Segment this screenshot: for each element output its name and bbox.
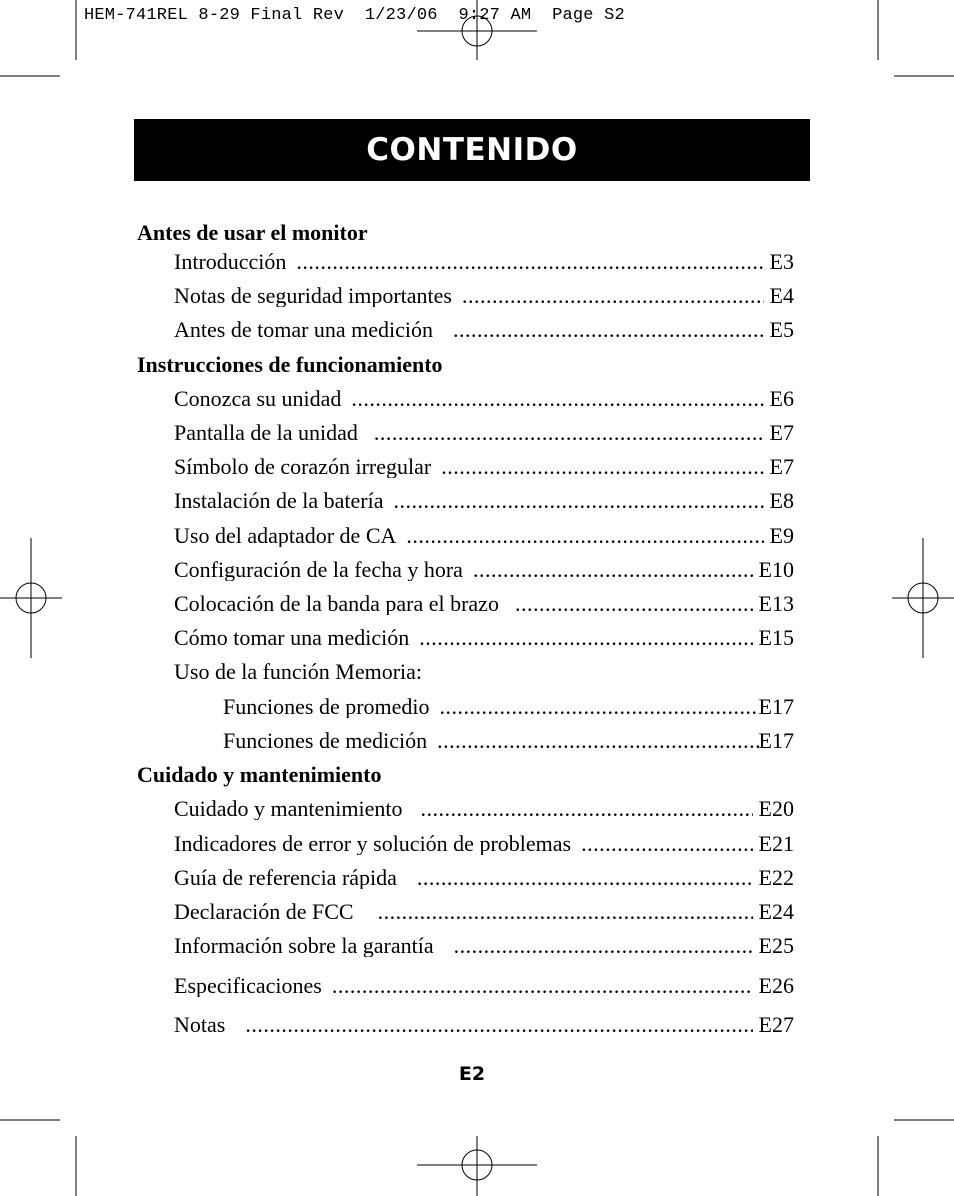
toc-entry-label: Instalación de la batería	[174, 490, 384, 512]
toc-entry-page: E4	[769, 285, 794, 307]
toc-entry[interactable]	[174, 975, 794, 997]
registration-mark-left	[0, 538, 62, 658]
dot-leader	[245, 1014, 752, 1036]
toc-entry[interactable]	[174, 867, 794, 889]
toc-entry-page: E7	[769, 422, 794, 444]
toc-entry-page: E20	[758, 798, 794, 820]
toc-entry[interactable]	[174, 593, 794, 615]
toc-entry[interactable]	[174, 422, 794, 444]
toc-entry-label: Especificaciones	[174, 975, 322, 997]
toc-entry-label: Notas de seguridad importantes	[174, 285, 452, 307]
toc-entry-label: Conozca su unidad	[174, 388, 342, 410]
toc-entry-label: Guía de referencia rápida	[174, 867, 397, 889]
dot-leader	[515, 593, 753, 615]
toc-entry-label: Configuración de la fecha y hora	[174, 559, 463, 581]
toc-entry-label: Introducción	[174, 251, 287, 273]
dot-leader	[473, 559, 753, 581]
toc-entry-label: Declaración de FCC	[174, 901, 354, 923]
toc-entry-label: Funciones de medición	[223, 730, 428, 752]
dot-leader	[374, 422, 764, 444]
dot-leader	[421, 798, 753, 820]
toc-entry[interactable]	[174, 319, 794, 341]
toc-entry[interactable]	[223, 696, 794, 718]
toc-entry-page: E25	[758, 935, 794, 957]
toc-entry-label: Notas	[174, 1014, 226, 1036]
section-heading: Cuidado y mantenimiento	[137, 762, 382, 787]
dot-leader	[462, 285, 764, 307]
toc-subheading	[174, 661, 794, 683]
dot-leader	[417, 867, 753, 889]
dot-leader	[419, 627, 752, 649]
toc-entry-page: E17	[758, 696, 794, 718]
toc-entry-page: E26	[758, 975, 794, 997]
dot-leader	[437, 730, 758, 752]
toc-entry-page: E21	[758, 833, 794, 855]
dot-leader	[440, 696, 759, 718]
toc-entry-label: Funciones de promedio	[223, 696, 430, 718]
registration-mark-right	[892, 538, 954, 658]
toc-entry-page: E15	[758, 627, 794, 649]
toc-entry-page: E27	[758, 1014, 794, 1036]
toc-entry-label: Cuidado y mantenimiento	[174, 798, 403, 820]
toc-entry[interactable]	[174, 559, 794, 581]
toc-entry[interactable]	[174, 833, 794, 855]
toc-entry[interactable]	[174, 525, 794, 547]
section-heading: Antes de usar el monitor	[137, 220, 368, 245]
toc-entry[interactable]	[174, 490, 794, 512]
toc-entry[interactable]	[174, 935, 794, 957]
toc-entry-page: E24	[758, 901, 794, 923]
dot-leader	[394, 490, 764, 512]
dot-leader	[351, 388, 763, 410]
dot-leader	[296, 251, 763, 273]
toc-entry-label: Antes de tomar una medición	[174, 319, 434, 341]
section-heading: Instrucciones de funcionamiento	[137, 352, 443, 377]
toc-entry-page: E10	[758, 559, 794, 581]
toc-entry-label: Información sobre la garantía	[174, 935, 434, 957]
toc-entry[interactable]	[174, 798, 794, 820]
toc-entry-page: E9	[769, 525, 794, 547]
title-bar	[134, 119, 810, 181]
page-number: E2	[458, 1063, 486, 1085]
toc-entry-page: E13	[758, 593, 794, 615]
toc-entry-label: Uso del adaptador de CA	[174, 525, 397, 547]
toc-entry[interactable]	[174, 627, 794, 649]
registration-mark-bottom	[417, 1136, 537, 1196]
toc-entry-page: E5	[769, 319, 794, 341]
toc-entry-page: E3	[769, 251, 794, 273]
toc-entry-page: E8	[769, 490, 794, 512]
registration-mark-top	[417, 0, 537, 60]
toc-entry[interactable]	[174, 251, 794, 273]
dot-leader	[453, 319, 764, 341]
toc-entry-label: Cómo tomar una medición	[174, 627, 410, 649]
toc-entry-page: E7	[769, 456, 794, 478]
dot-leader	[332, 975, 753, 997]
dot-leader	[581, 833, 752, 855]
dot-leader	[454, 935, 753, 957]
toc-entry[interactable]	[174, 388, 794, 410]
toc-entry-label: Símbolo de corazón irregular	[174, 456, 432, 478]
toc-entry[interactable]	[174, 1014, 794, 1036]
print-slug-line: HEM-741REL 8-29 Final Rev 1/23/06 9:27 AM Page S2	[84, 6, 625, 25]
toc-entry[interactable]	[223, 730, 794, 752]
toc-entry[interactable]	[174, 285, 794, 307]
toc-entry-page: E6	[769, 388, 794, 410]
toc-entry-label: Uso de la función Memoria:	[174, 661, 423, 683]
toc-entry[interactable]	[174, 901, 794, 923]
toc-entry[interactable]	[174, 456, 794, 478]
toc-entry-page: E22	[758, 867, 794, 889]
toc-entry-page: E17	[758, 730, 794, 752]
dot-leader	[441, 456, 763, 478]
page-title: CONTENIDO	[366, 132, 578, 168]
toc-entry-label: Pantalla de la unidad	[174, 422, 358, 444]
dot-leader	[378, 901, 753, 923]
toc-entry-label: Colocación de la banda para el brazo	[174, 593, 499, 615]
toc-entry-label: Indicadores de error y solución de problemas	[174, 833, 572, 855]
dot-leader	[406, 525, 763, 547]
